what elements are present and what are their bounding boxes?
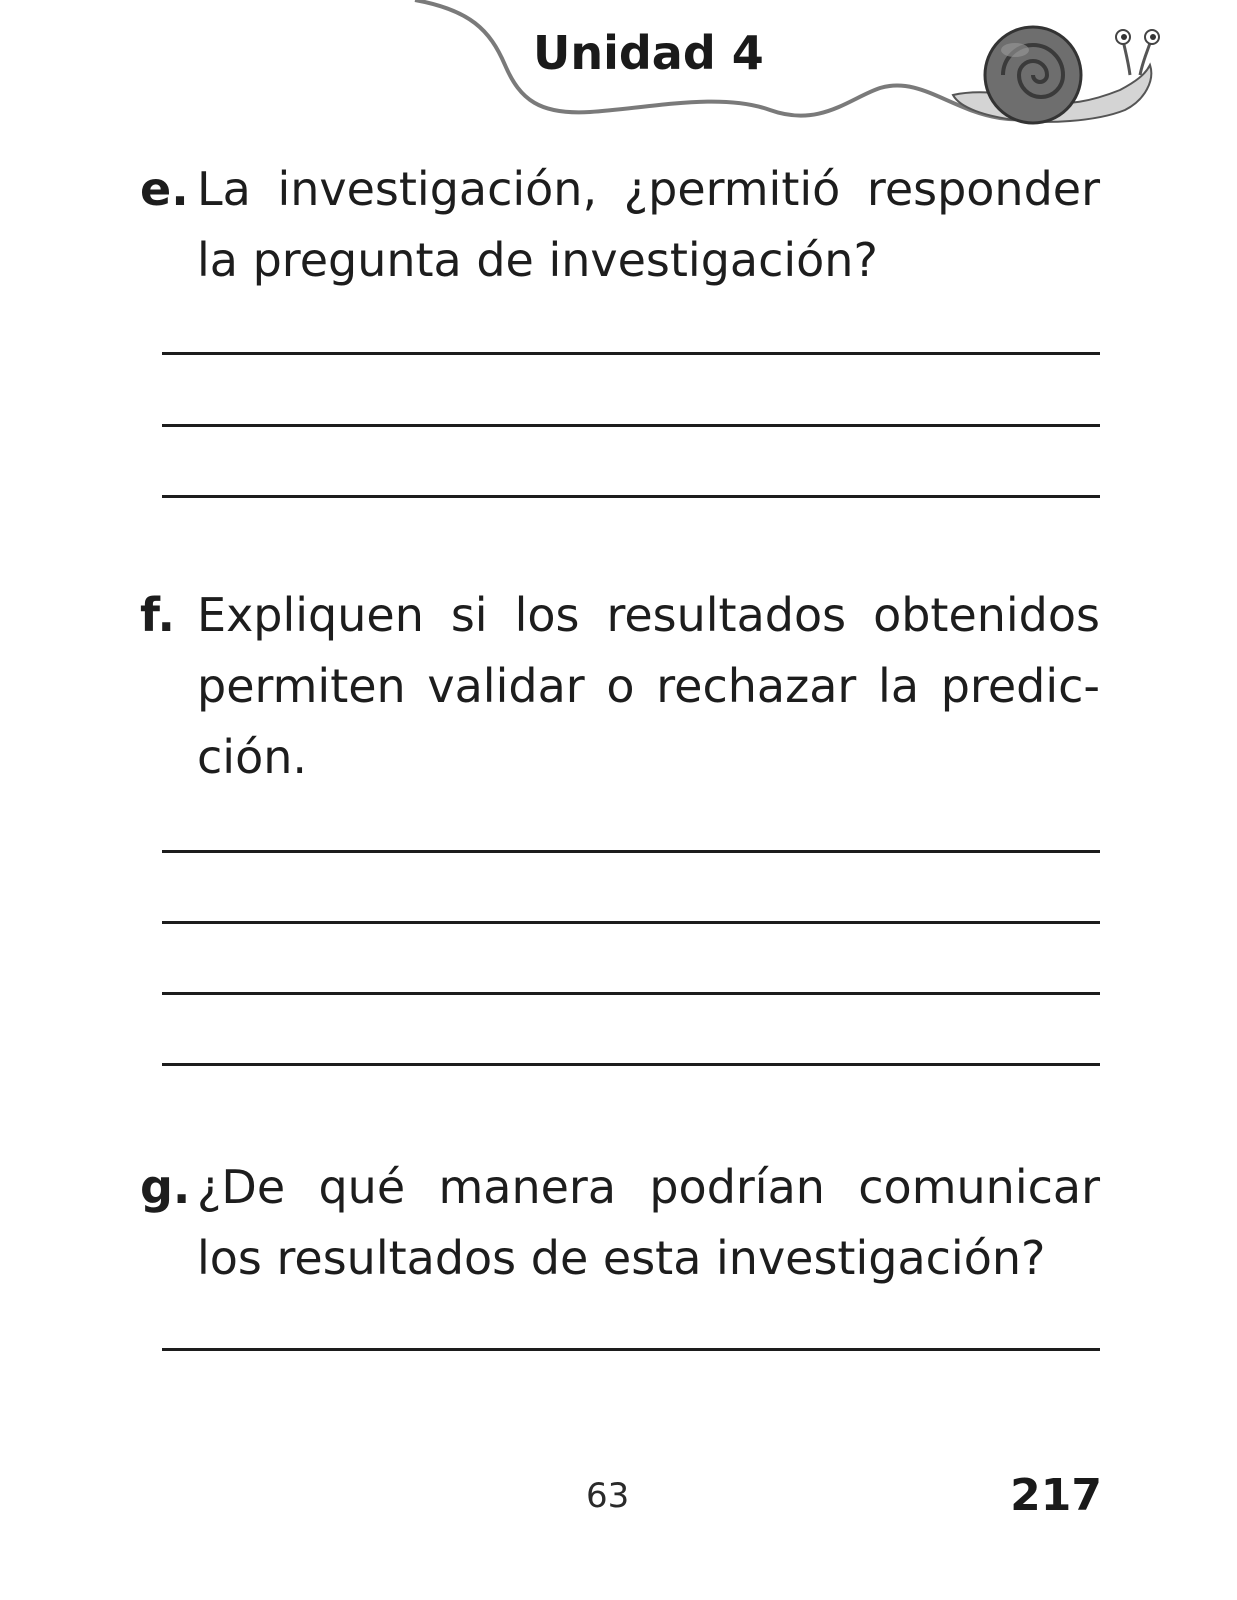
answer-line[interactable] — [162, 1063, 1100, 1066]
answer-line[interactable] — [162, 921, 1100, 924]
question-text: La investigación, ¿permitió responder la pregunta de investigación? — [197, 162, 1100, 287]
question-f — [140, 580, 1100, 793]
answer-line[interactable] — [162, 1348, 1100, 1351]
question-letter: g. — [140, 1160, 191, 1214]
snail-icon — [945, 20, 1165, 130]
answer-line[interactable] — [162, 352, 1100, 355]
answer-line[interactable] — [162, 850, 1100, 853]
question-text: Expliquen si los resultados obtenidos permiten validar o rechazar la predic-ción. — [197, 588, 1100, 784]
unit-title: Unidad 4 — [533, 26, 764, 80]
question-text: ¿De qué manera podrían comunicar los resultados de esta investigación? — [197, 1160, 1100, 1285]
question-e — [140, 154, 1100, 296]
question-letter: f. — [140, 588, 175, 642]
question-g — [140, 1152, 1100, 1294]
book-page-number: 217 — [1010, 1470, 1102, 1521]
answer-line[interactable] — [162, 495, 1100, 498]
page-number: 63 — [586, 1476, 630, 1516]
answer-line[interactable] — [162, 992, 1100, 995]
answer-line[interactable] — [162, 424, 1100, 427]
question-letter: e. — [140, 162, 189, 216]
